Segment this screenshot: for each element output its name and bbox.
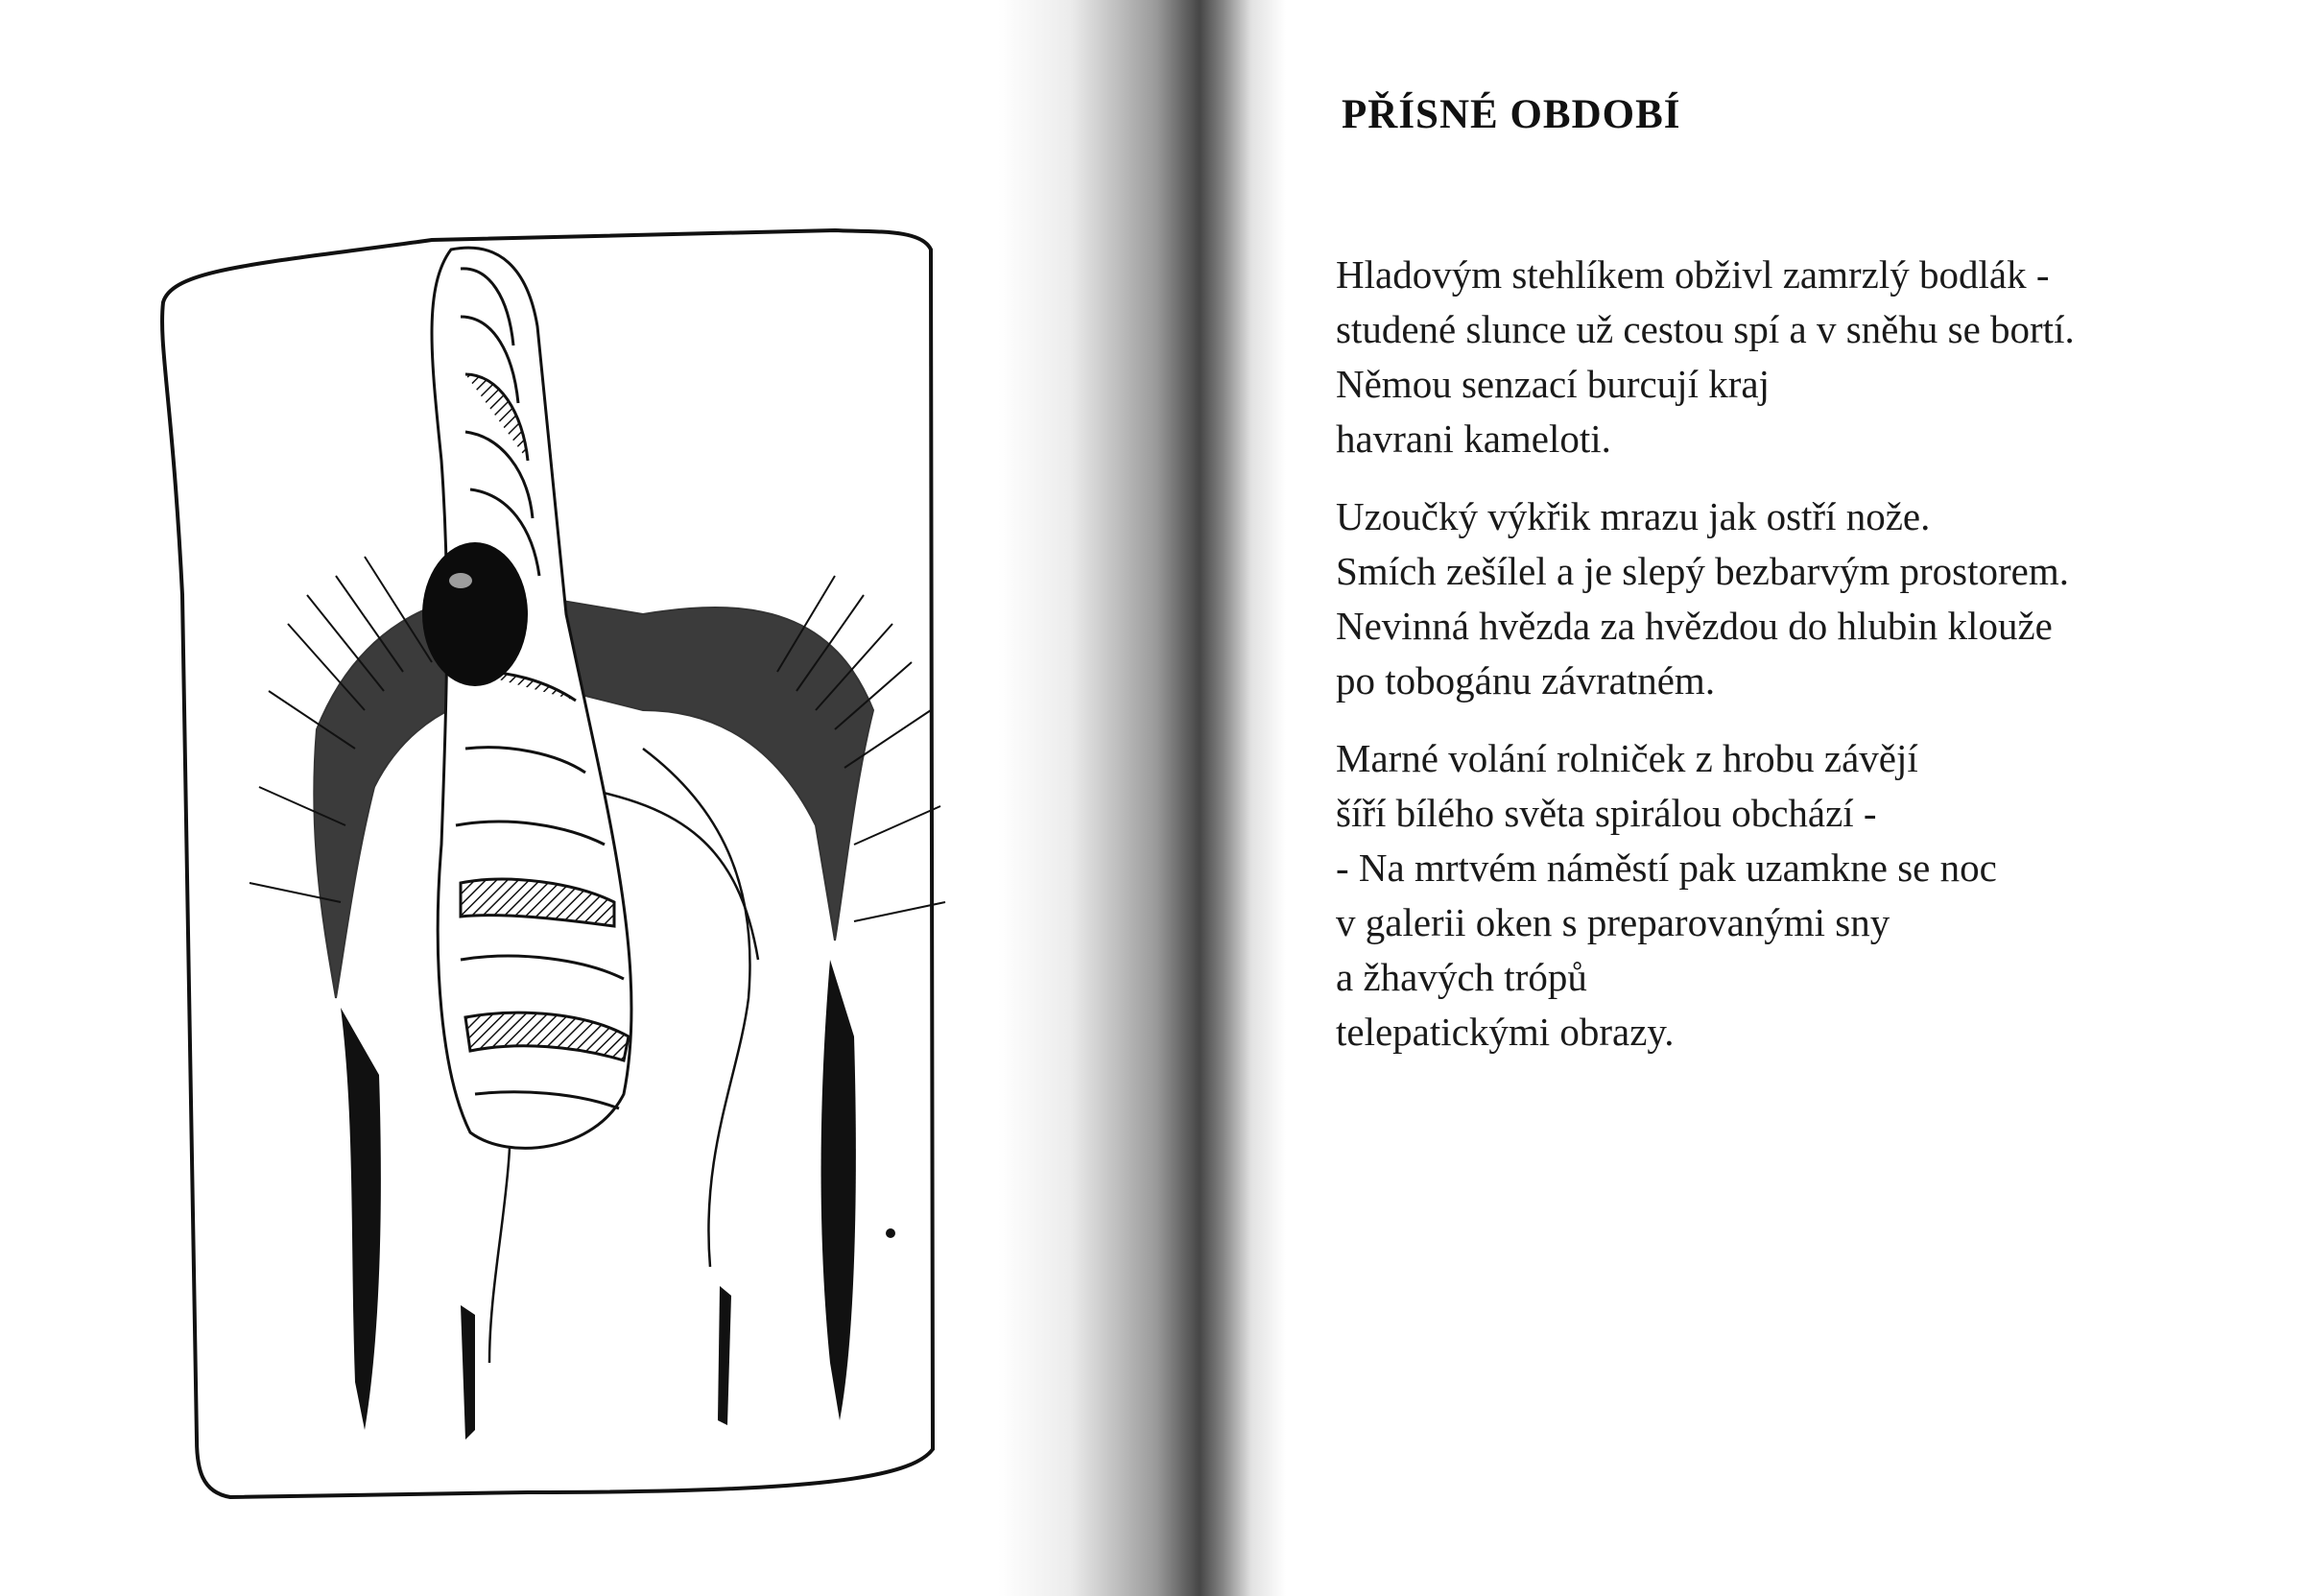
verse-line: havrani kameloti. (1336, 417, 1611, 461)
stanza-2 (1336, 489, 2199, 708)
ink-dot (886, 1228, 895, 1238)
verse-line: Uzoučký výkřik mrazu jak ostří nože. (1336, 494, 1931, 538)
verse-line: - Na mrtvém náměstí pak uzamkne se noc (1336, 846, 1997, 890)
verse-line: po tobogánu závratném. (1336, 658, 1716, 703)
stanza-3 (1336, 731, 2199, 1060)
verse-line: v galerii oken s preparovanými sny (1336, 900, 1890, 944)
left-page (0, 0, 1132, 1596)
verse-line: telepatickými obrazy. (1336, 1010, 1675, 1054)
poem-title: PŘÍSNÉ OBDOBÍ (1342, 92, 1681, 137)
verse-line: studené slunce už cestou spí a v sněhu se bortí. (1336, 307, 2075, 351)
verse-line: Smích zešílel a je slepý bezbarvým prostorem. (1336, 549, 2069, 593)
book-gutter-shadow (998, 0, 1286, 1596)
eye-icon (422, 542, 528, 686)
verse-line: Marné volání rolniček z hrobu závějí (1336, 736, 1918, 780)
stanza-1 (1336, 248, 2199, 466)
verse-line: Němou senzací burcují kraj (1336, 362, 1770, 406)
verse-line: Nevinná hvězda za hvězdou do hlubin klouže (1336, 604, 2053, 648)
verse-line: Hladovým stehlíkem obživl zamrzlý bodlák - (1336, 252, 2050, 297)
poem-body (1336, 248, 2199, 1083)
verse-line: a žhavých trópů (1336, 955, 1587, 999)
verse-line: šíří bílého světa spirálou obchází - (1336, 791, 1877, 835)
ink-illustration (144, 211, 1046, 1526)
